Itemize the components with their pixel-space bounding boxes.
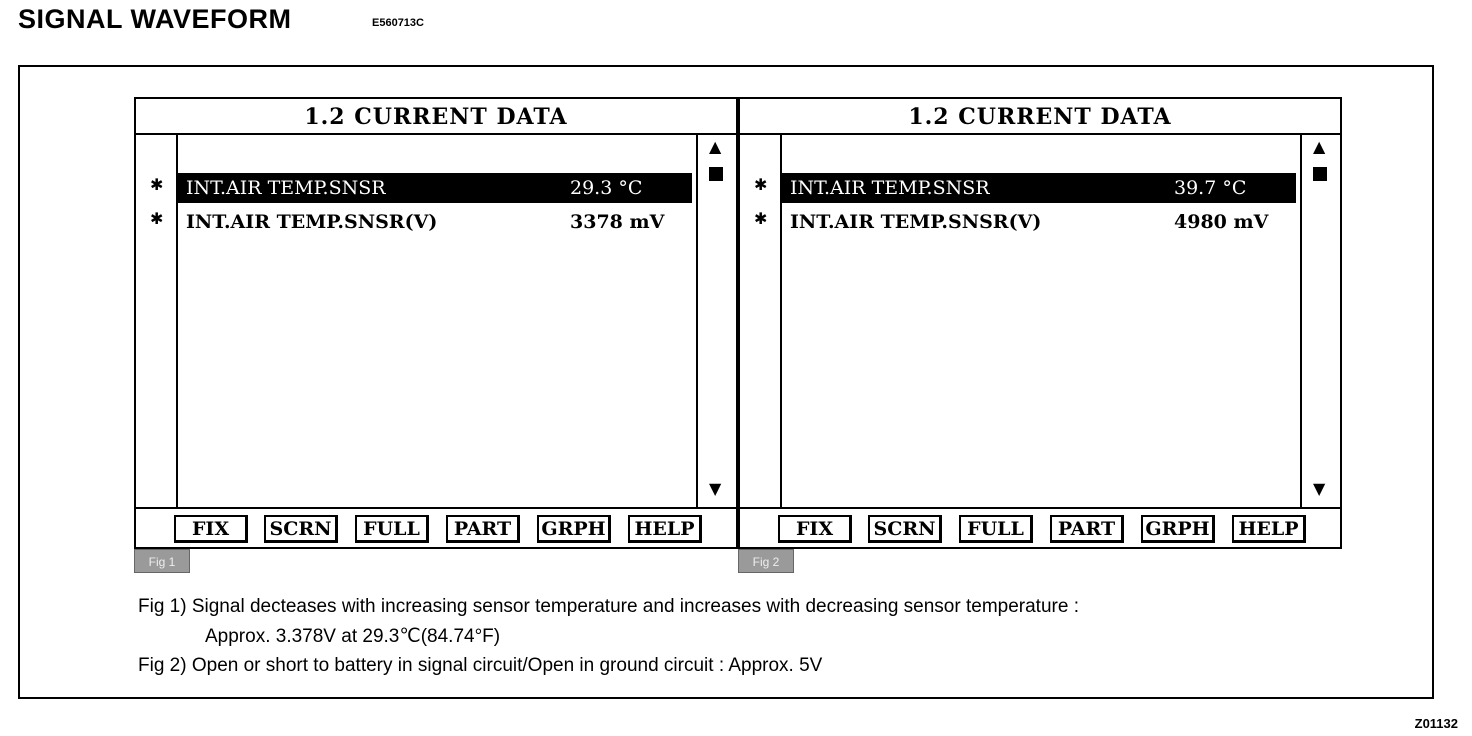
fixed-mark-icon: ✱ <box>754 175 768 194</box>
parameter-value: 4980 mV <box>1174 211 1269 233</box>
function-button-bar <box>740 507 1340 549</box>
document-code: E560713C <box>372 17 424 29</box>
caption-fig2: Fig 2) Open or short to battery in signal circuit/Open in ground circuit : Approx. 5V <box>138 655 823 676</box>
data-row-selected[interactable] <box>178 173 692 203</box>
mark-column <box>740 135 782 507</box>
function-button-bar <box>136 507 736 549</box>
caption-fig1: Fig 1) Signal decteases with increasing sensor temperature and increases with decreasing sensor temperature : <box>138 596 1079 617</box>
caption-fig1-detail: Approx. 3.378V at 29.3℃(84.74°F) <box>205 626 501 647</box>
scrollbar[interactable] <box>1300 135 1342 507</box>
scroll-down-icon[interactable]: ▼ <box>1313 479 1326 498</box>
part-button[interactable]: PART <box>446 515 520 543</box>
help-button[interactable]: HELP <box>628 515 702 543</box>
fix-button[interactable]: FIX <box>174 515 248 543</box>
parameter-name: INT.AIR TEMP.SNSR <box>186 177 386 199</box>
panel-title: 1.2 CURRENT DATA <box>740 99 1340 135</box>
panel-title: 1.2 CURRENT DATA <box>136 99 736 135</box>
parameter-name: INT.AIR TEMP.SNSR(V) <box>790 211 1042 233</box>
full-button[interactable]: FULL <box>355 515 429 543</box>
part-button[interactable]: PART <box>1050 515 1124 543</box>
scrn-button[interactable]: SCRN <box>868 515 942 543</box>
fixed-mark-icon: ✱ <box>150 209 164 228</box>
fixed-mark-icon: ✱ <box>150 175 164 194</box>
scrollbar[interactable] <box>696 135 738 507</box>
current-data-panel-1 <box>134 97 738 549</box>
mark-column <box>136 135 178 507</box>
scroll-thumb[interactable] <box>1313 167 1327 181</box>
fix-button[interactable]: FIX <box>778 515 852 543</box>
scroll-up-icon[interactable]: ▲ <box>709 137 722 156</box>
current-data-panel-2 <box>738 97 1342 549</box>
data-list <box>178 135 696 507</box>
data-row-selected[interactable] <box>782 173 1296 203</box>
scroll-down-icon[interactable]: ▼ <box>709 479 722 498</box>
data-list <box>782 135 1300 507</box>
parameter-value: 29.3 °C <box>570 177 643 199</box>
parameter-value: 3378 mV <box>570 211 665 233</box>
data-row[interactable] <box>178 207 692 237</box>
grph-button[interactable]: GRPH <box>1141 515 1215 543</box>
parameter-name: INT.AIR TEMP.SNSR <box>790 177 990 199</box>
page-title: SIGNAL WAVEFORM <box>18 4 292 34</box>
scroll-thumb[interactable] <box>709 167 723 181</box>
figure-tag: Fig 1 <box>134 549 190 573</box>
scrn-button[interactable]: SCRN <box>264 515 338 543</box>
reference-code: Z01132 <box>1414 716 1458 731</box>
grph-button[interactable]: GRPH <box>537 515 611 543</box>
parameter-name: INT.AIR TEMP.SNSR(V) <box>186 211 438 233</box>
full-button[interactable]: FULL <box>959 515 1033 543</box>
parameter-value: 39.7 °C <box>1174 177 1247 199</box>
figure-tag: Fig 2 <box>738 549 794 573</box>
fixed-mark-icon: ✱ <box>754 209 768 228</box>
help-button[interactable]: HELP <box>1232 515 1306 543</box>
scroll-up-icon[interactable]: ▲ <box>1313 137 1326 156</box>
data-row[interactable] <box>782 207 1296 237</box>
